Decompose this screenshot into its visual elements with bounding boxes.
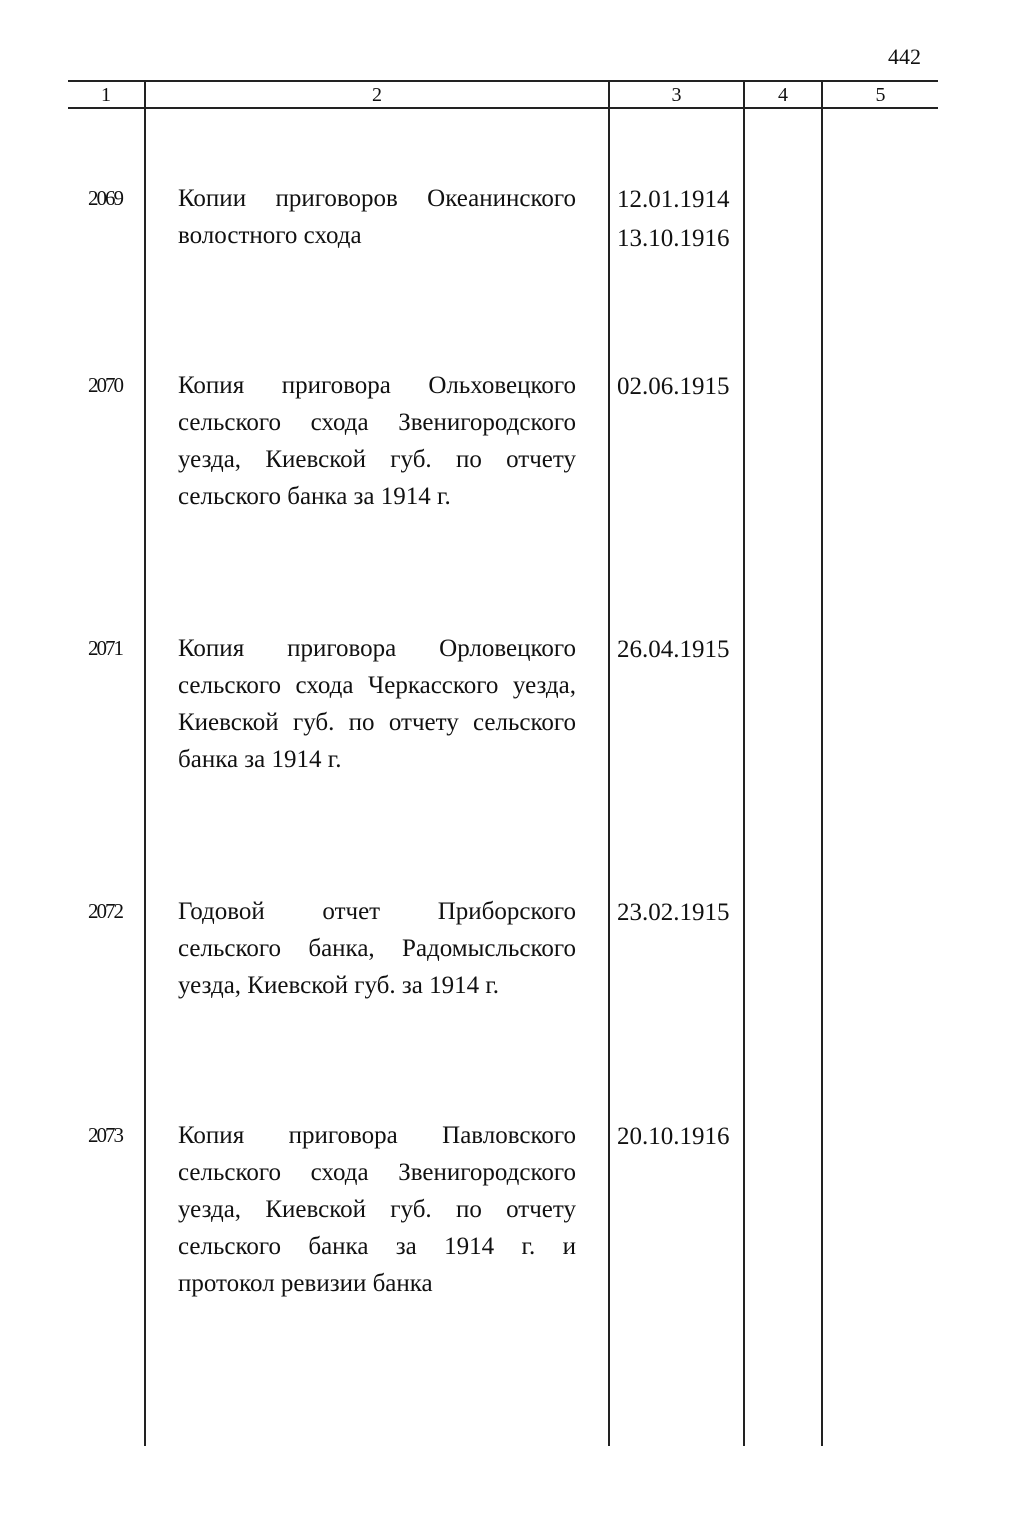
description-line: Копия приговора Ольховецкого	[178, 372, 576, 399]
description-line: сельского банка за 1914 г. и	[178, 1233, 576, 1260]
column-header-5: 5	[875, 84, 886, 106]
description-line: уезда, Киевской губ. по отчету	[178, 1196, 576, 1223]
entry-number: 2072	[88, 899, 122, 923]
description-line: уезда, Киевской губ. по отчету	[178, 446, 576, 473]
entry-number: 2070	[88, 373, 122, 397]
column-divider	[144, 80, 146, 1446]
description-line: Годовой отчет Приборского	[178, 898, 576, 925]
entry-number: 2069	[88, 186, 122, 210]
description-line: волостного схода	[178, 222, 362, 249]
column-header-4: 4	[778, 84, 788, 106]
entry-description	[178, 1117, 576, 1302]
description-line: сельского схода Звенигородского	[178, 1159, 576, 1186]
description-line: Копия приговора Павловского	[178, 1122, 576, 1149]
description-line: протокол ревизии банка	[178, 1270, 433, 1297]
header-bottom-rule	[68, 107, 938, 109]
entry-date: 12.01.1914	[617, 186, 730, 213]
column-header-1: 1	[101, 84, 111, 106]
description-line: сельского схода Звенигородского	[178, 409, 576, 436]
table-top-rule	[68, 80, 938, 82]
entry-date: 26.04.1915	[617, 636, 730, 663]
description-line: сельского банка за 1914 г.	[178, 483, 451, 510]
entry-number: 2071	[88, 636, 122, 660]
column-header-3: 3	[671, 84, 682, 106]
entry-date: 20.10.1916	[617, 1123, 730, 1150]
entry-dates	[617, 1117, 730, 1156]
entry-date: 23.02.1915	[617, 899, 730, 926]
description-line: сельского банка, Радомысльского	[178, 935, 576, 962]
entry-description	[178, 893, 576, 1004]
entry-date: 13.10.1916	[617, 225, 730, 252]
entry-dates	[617, 180, 730, 258]
column-divider	[821, 82, 823, 1446]
entry-dates	[617, 893, 730, 932]
column-header-2: 2	[372, 84, 382, 106]
description-line: Копия приговора Орловецкого	[178, 635, 576, 662]
entry-number: 2073	[88, 1123, 122, 1147]
description-line: Копии приговоров Океанинского	[178, 185, 576, 212]
description-line: Киевской губ. по отчету сельского	[178, 709, 576, 736]
page-number: 442	[888, 44, 921, 69]
entry-description	[178, 367, 576, 515]
column-divider	[743, 82, 745, 1446]
entry-description	[178, 630, 576, 778]
entry-dates	[617, 367, 730, 406]
entry-dates	[617, 630, 730, 669]
entry-date: 02.06.1915	[617, 373, 730, 400]
description-line: сельского схода Черкасского уезда,	[178, 672, 576, 699]
description-line: банка за 1914 г.	[178, 746, 342, 773]
description-line: уезда, Киевской губ. за 1914 г.	[178, 972, 500, 999]
column-divider	[608, 82, 610, 1446]
entry-description	[178, 180, 576, 254]
